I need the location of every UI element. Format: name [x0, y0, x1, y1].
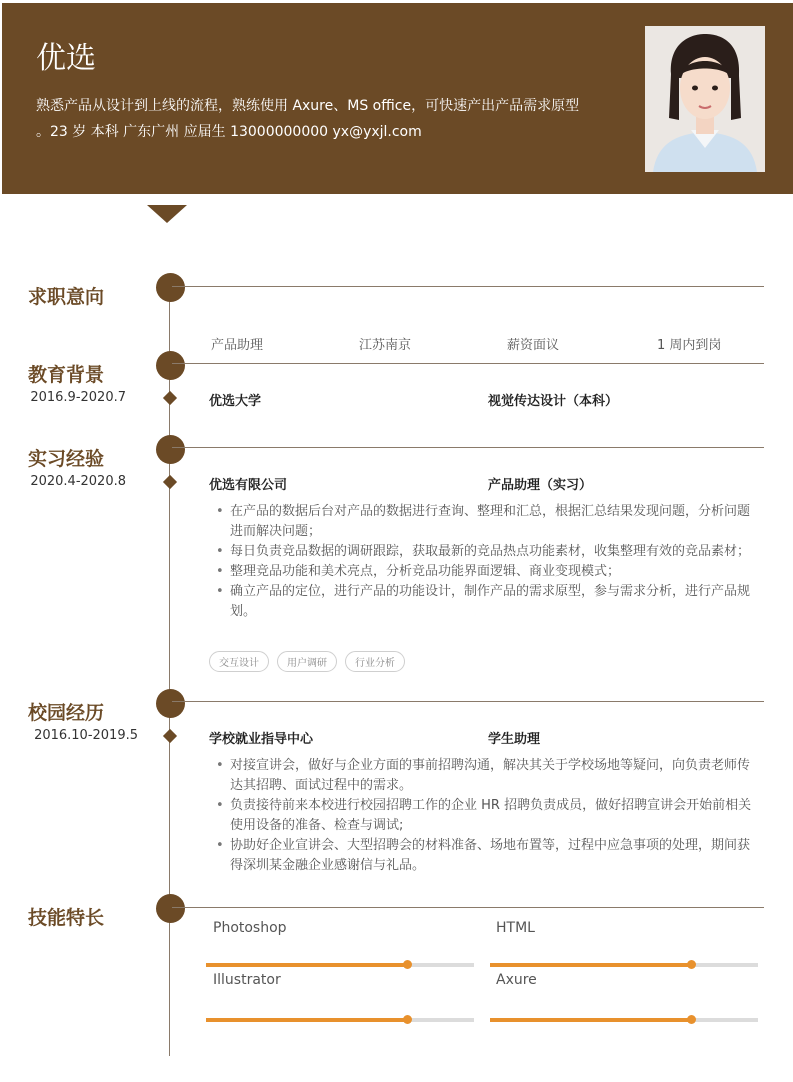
list-item: • 在产品的数据后台对产品的数据进行查询、整理和汇总，根据汇总结果发现问题，分析问题进而解决问题； [214, 502, 762, 542]
skill-bar [206, 963, 474, 967]
section-dot [156, 273, 185, 302]
skill-name: Illustrator [213, 972, 281, 988]
skill-bar-fill [206, 963, 407, 967]
skill-bar-knob [687, 1015, 696, 1024]
skill-tags [209, 651, 413, 672]
tag: 用户调研 [277, 651, 337, 672]
skill-bar-knob [403, 1015, 412, 1024]
list-item: • 协助好企业宣讲会、大型招聘会的材料准备、场地布置等，过程中应急事项的处理，期间获得深圳某金融企业感谢信与礼品。 [214, 836, 762, 876]
section-title-education: 教育背景 [28, 364, 105, 386]
list-item: • 确立产品的定位，进行产品的功能设计，制作产品的需求原型，参与需求分析，进行产品规划。 [214, 582, 762, 622]
tag: 交互设计 [209, 651, 269, 672]
header-banner [2, 3, 793, 194]
intent-salary: 薪资面议 [507, 338, 560, 353]
section-dot [156, 435, 185, 464]
internship-date: 2020.4-2020.8 [30, 474, 126, 489]
campus-duties [214, 756, 762, 876]
intent-position: 产品助理 [211, 338, 264, 353]
campus-date: 2016.10-2019.5 [34, 728, 138, 743]
section-divider [172, 701, 764, 702]
list-item: • 每日负责竞品数据的调研跟踪，获取最新的竞品热点功能素材，收集整理有效的竞品素材； [214, 542, 762, 562]
summary-text: 熟悉产品从设计到上线的流程，熟练使用 Axure、MS office，可快速产出产品需求原型 [36, 98, 580, 114]
section-divider [172, 447, 764, 448]
education-major: 视觉传达设计（本科） [488, 394, 619, 409]
campus-org: 学校就业指导中心 [209, 732, 314, 747]
timeline-marker [163, 729, 177, 743]
portrait-image [645, 26, 765, 172]
section-divider [172, 363, 764, 364]
education-date: 2016.9-2020.7 [30, 390, 126, 405]
skill-bar [206, 1018, 474, 1022]
section-dot [156, 689, 185, 718]
skill-bar-knob [687, 960, 696, 969]
skill-name: Axure [496, 972, 537, 988]
profile-photo [645, 26, 765, 172]
skill-bar [490, 1018, 758, 1022]
campus-role: 学生助理 [488, 732, 541, 747]
section-dot [156, 894, 185, 923]
section-title-campus: 校园经历 [28, 702, 105, 724]
tag: 行业分析 [345, 651, 405, 672]
internship-company: 优选有限公司 [209, 478, 288, 493]
skill-name: HTML [496, 920, 535, 936]
section-divider [172, 286, 764, 287]
list-item: • 对接宣讲会，做好与企业方面的事前招聘沟通，解决其关于学校场地等疑问，向负责老师传达其招聘、面试过程中的需求。 [214, 756, 762, 796]
section-title-internship: 实习经验 [28, 448, 105, 470]
skill-bar-fill [490, 1018, 691, 1022]
skill-name: Photoshop [213, 920, 287, 936]
candidate-name: 优选 [36, 41, 96, 76]
skill-bar-fill [490, 963, 691, 967]
section-dot [156, 351, 185, 380]
intent-availability: 1 周内到岗 [657, 338, 722, 353]
contact-meta: 。23 岁 本科 广东广州 应届生 13000000000 yx@yxjl.com [36, 124, 422, 140]
section-title-skills: 技能特长 [28, 907, 105, 929]
header-pointer [147, 205, 187, 223]
skill-bar-fill [206, 1018, 407, 1022]
list-item: • 整理竞品功能和美术亮点，分析竞品功能界面逻辑、商业变现模式； [214, 562, 762, 582]
skill-bar [490, 963, 758, 967]
internship-duties [214, 502, 762, 622]
education-school: 优选大学 [209, 394, 262, 409]
list-item: • 负责接待前来本校进行校园招聘工作的企业 HR 招聘负责成员，做好招聘宣讲会开始前相关使用设备的准备、检查与调试; [214, 796, 762, 836]
timeline-marker [163, 391, 177, 405]
section-title-intent: 求职意向 [28, 286, 105, 308]
section-divider [172, 907, 764, 908]
timeline-marker [163, 475, 177, 489]
skill-bar-knob [403, 960, 412, 969]
intent-city: 江苏南京 [359, 338, 412, 353]
internship-role: 产品助理（实习） [488, 478, 593, 493]
